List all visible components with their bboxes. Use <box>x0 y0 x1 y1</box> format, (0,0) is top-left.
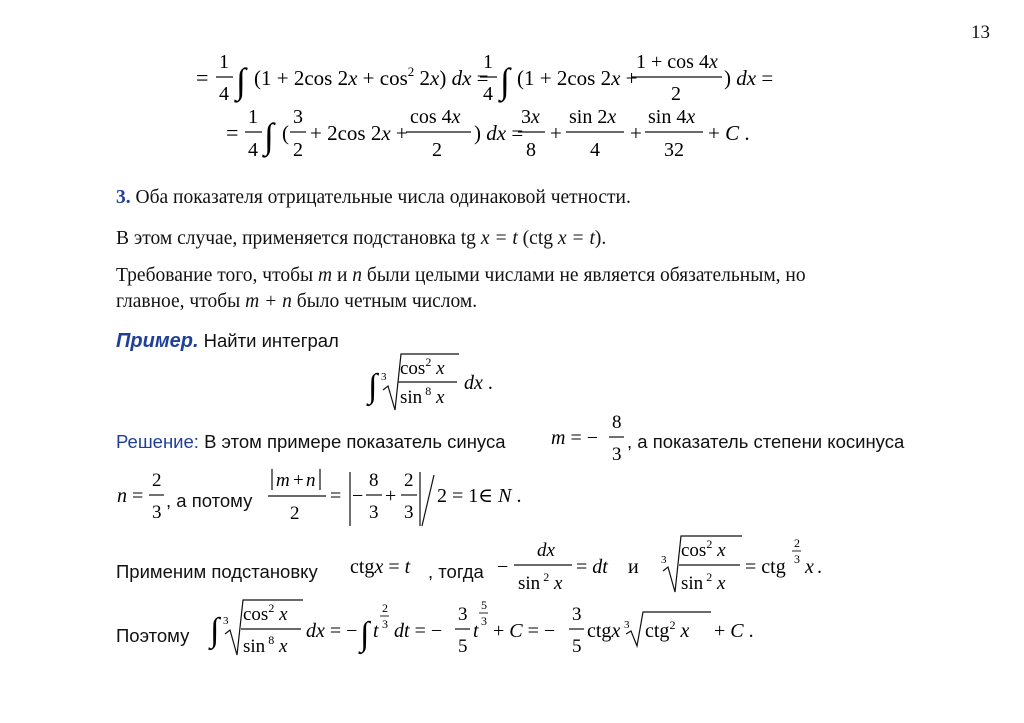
svg-text:1 + cos 4x: 1 + cos 4x <box>636 51 718 73</box>
svg-text:−: − <box>497 556 509 578</box>
svg-text:32: 32 <box>664 139 684 161</box>
svg-text:3: 3 <box>794 552 800 566</box>
example-line <box>116 330 339 353</box>
svg-text:2: 2 <box>293 139 303 161</box>
svg-text:t: t <box>373 620 379 642</box>
svg-text:+ 2cos 2x +: + 2cos 2x + <box>310 121 408 145</box>
solution-text-1: В этом примере показатель синуса <box>198 431 506 452</box>
section-3-line-1 <box>116 227 606 251</box>
svg-text:ctgx = t: ctgx = t <box>350 556 411 578</box>
svg-text:=: = <box>196 65 209 90</box>
svg-text:1: 1 <box>483 51 493 73</box>
solution-line-1-end <box>627 431 904 453</box>
svg-text:2: 2 <box>404 470 414 491</box>
svg-text:1: 1 <box>248 106 258 128</box>
svg-text:5: 5 <box>481 598 487 612</box>
svg-text:+ C .: + C . <box>708 121 750 145</box>
svg-text:(1 + 2cos 2x +: (1 + 2cos 2x + <box>517 66 638 90</box>
svg-text:dt = −: dt = − <box>394 620 443 642</box>
svg-text:) dx =: ) dx = <box>724 66 774 90</box>
svg-text:3: 3 <box>381 371 387 383</box>
text-span: n <box>352 265 363 286</box>
svg-text:= ctg: = ctg <box>745 556 786 578</box>
svg-text:4: 4 <box>483 83 493 105</box>
svg-text:2: 2 <box>794 536 800 550</box>
formula-parity-check <box>268 469 521 526</box>
svg-text:+: + <box>293 470 304 491</box>
svg-text:∫: ∫ <box>264 116 274 156</box>
svg-text:2 = 1∈ N .: 2 = 1∈ N . <box>437 485 522 507</box>
page-number: 13 <box>971 22 990 43</box>
svg-text:8: 8 <box>526 139 536 161</box>
svg-text:+ C = −: + C = − <box>493 620 556 642</box>
svg-text:4: 4 <box>590 139 600 161</box>
svg-text:3: 3 <box>369 502 379 523</box>
svg-text:= dt: = dt <box>576 556 608 578</box>
formula-line-1 <box>196 51 773 105</box>
svg-text:x: x <box>805 556 814 578</box>
svg-text:3: 3 <box>404 502 414 523</box>
svg-text:cos 4x: cos 4x <box>410 106 461 128</box>
section-3-heading <box>116 186 631 210</box>
svg-text:) dx =: ) dx = <box>474 121 524 145</box>
section-heading-text: Оба показателя отрицательные числа одинаковой четности. <box>130 187 631 208</box>
svg-text:t: t <box>473 620 479 642</box>
svg-text:2: 2 <box>432 139 442 161</box>
svg-text:∫: ∫ <box>236 61 246 101</box>
svg-text:∫: ∫ <box>210 612 220 649</box>
svg-text:−: − <box>352 485 364 507</box>
text-span: В этом случае, применяется подстановка <box>116 228 461 249</box>
example-text: Найти интеграл <box>198 330 339 351</box>
svg-text:3: 3 <box>458 604 468 625</box>
solution-line-2 <box>166 490 252 512</box>
svg-text:+ C .: + C . <box>714 620 754 642</box>
svg-text:4: 4 <box>219 83 229 105</box>
svg-text:ctg2 x: ctg$^2$ x <box>645 618 690 642</box>
svg-text:и: и <box>628 556 639 578</box>
svg-text:cos2 x: $\cos^2 x$ <box>400 355 445 379</box>
therefore-label: Поэтому <box>116 625 190 646</box>
section-number: 3. <box>116 187 131 208</box>
section-3-line-2 <box>116 264 806 288</box>
svg-text:sin 2 x: sin $^2$ x <box>518 570 563 594</box>
text-span: главное, чтобы <box>116 291 246 312</box>
svg-text:3: 3 <box>661 554 667 566</box>
svg-text:ctgx: ctgx <box>587 620 621 642</box>
svg-text:3: 3 <box>624 619 630 631</box>
svg-text:dx .: dx . <box>464 372 493 394</box>
svg-text:2: 2 <box>290 503 300 524</box>
svg-text:cos2 x: $\cos^2 x$ <box>243 601 288 625</box>
apply-substitution-text: Применим подстановку <box>116 561 318 582</box>
svg-text:dx: dx <box>537 540 555 561</box>
text-span: x = t <box>557 228 595 249</box>
solution-line-1 <box>116 431 506 453</box>
solution-text-3: , а потому <box>166 490 253 511</box>
svg-text:dx = −: dx = − <box>306 620 358 642</box>
svg-text:cos2 x: $\cos^2 x$ <box>681 537 726 561</box>
text-span: x = t <box>475 228 518 249</box>
formula-final <box>208 598 754 657</box>
text-span: m + n <box>245 291 292 312</box>
svg-text:(: ( <box>282 121 289 145</box>
svg-text:=: = <box>330 485 342 507</box>
formula-substitution <box>350 536 822 594</box>
svg-text:∫: ∫ <box>368 368 378 405</box>
text-span: было четным числом. <box>291 291 478 312</box>
svg-text:8: 8 <box>369 470 379 491</box>
svg-text:3: 3 <box>223 615 229 627</box>
formula-line-2 <box>226 106 750 161</box>
svg-text:+: + <box>550 121 562 145</box>
svg-text:(1 + 2cos 2x + cos2 2x) dx =: (1 + 2cos $2x + \cos^2 2x$) dx = <box>254 64 489 90</box>
svg-text:5: 5 <box>458 636 468 657</box>
text-span: были целыми числами не является обязательным, но <box>362 265 806 286</box>
svg-text:∫: ∫ <box>500 61 510 101</box>
svg-text:2: 2 <box>152 470 162 491</box>
svg-text:n: n <box>306 470 316 491</box>
section-3-line-3 <box>116 290 477 314</box>
svg-text:n =: n = <box>117 485 144 507</box>
svg-text:∫: ∫ <box>360 616 370 653</box>
svg-text:sin 2 x: sin $^2$ x <box>681 570 726 594</box>
svg-text:=: = <box>226 120 239 145</box>
svg-text:3x: 3x <box>521 106 540 128</box>
svg-text:.: . <box>817 556 822 578</box>
text-span: ). <box>594 228 607 249</box>
svg-text:2: 2 <box>671 83 681 105</box>
text-span: tg <box>460 228 476 249</box>
svg-text:3: 3 <box>382 617 388 631</box>
formula-m-value <box>551 412 624 465</box>
then-text: , тогда <box>428 561 484 582</box>
text-span: Требование того, чтобы <box>116 265 318 286</box>
svg-text:5: 5 <box>572 636 582 657</box>
svg-text:sin 8 x: sin $^8$ x <box>243 633 288 657</box>
solution-label: Решение: <box>116 431 199 452</box>
solution-text-2: , а показатель степени косинуса <box>627 431 905 452</box>
svg-text:3: 3 <box>612 444 622 465</box>
svg-text:1: 1 <box>219 51 229 73</box>
svg-text:3: 3 <box>572 604 582 625</box>
example-label: Пример. <box>116 330 199 352</box>
svg-text:3: 3 <box>293 106 303 128</box>
text-span: и <box>332 265 353 286</box>
svg-text:4: 4 <box>248 139 258 161</box>
svg-text:sin 4x: sin 4x <box>648 106 696 128</box>
svg-text:m = −: m = − <box>551 427 599 449</box>
svg-text:+: + <box>385 485 397 507</box>
svg-text:2: 2 <box>382 601 388 615</box>
formula-example-integral <box>366 354 493 410</box>
svg-text:3: 3 <box>481 614 487 628</box>
svg-text:3: 3 <box>152 502 162 523</box>
text-span: (ctg <box>517 228 558 249</box>
svg-text:m: m <box>276 470 290 491</box>
svg-text:8: 8 <box>612 412 622 433</box>
svg-text:+: + <box>630 121 642 145</box>
svg-text:sin 2x: sin 2x <box>569 106 617 128</box>
text-span: m <box>318 265 333 286</box>
formula-n-value <box>117 470 164 523</box>
svg-text:sin 8 x: sin $^8$ x <box>400 384 445 408</box>
